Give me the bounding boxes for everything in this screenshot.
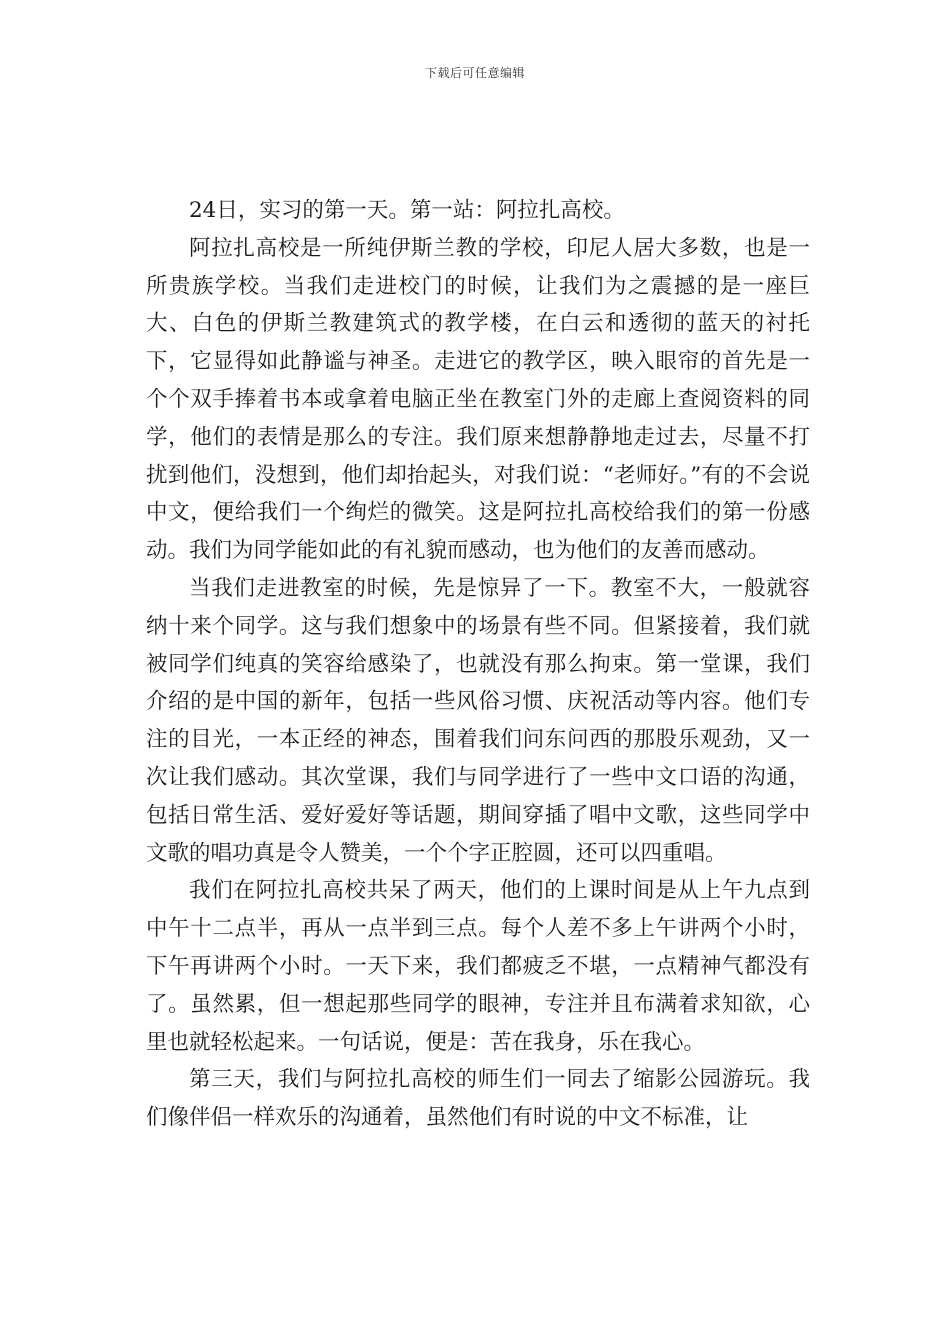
paragraph-park-visit: 第三天，我们与阿拉扎高校的师生们一同去了缩影公园游玩。我们像伴侣一样欢乐的沟通着，虽然他们有时说的中文不标准，让 bbox=[146, 1067, 810, 1131]
page-header: 下载后可任意编辑 bbox=[424, 66, 525, 80]
document-body bbox=[146, 192, 810, 1137]
paragraph-classroom: 当我们走进教室的时候，先是惊异了一下。教室不大，一般就容纳十来个同学。这与我们想象中的场景有些不同。但紧接着，我们就被同学们纯真的笑容给感染了，也就没有那么拘束。第一堂课，我们介绍的是中国的新年，包括一些风俗习惯、庆祝活动等内容。他们专注的目光，一本正经的神态，围着我们问东问西的那股乐观劲，又一次让我们感动。其次堂课，我们与同学进行了一些中文口语的沟通，包括日常生活、爱好爱好等话题，期间穿插了唱中文歌，这些同学中文歌的唱功真是令人赞美，一个个字正腔圆，还可以四重唱。 bbox=[146, 575, 810, 866]
paragraph-schedule: 我们在阿拉扎高校共呆了两天，他们的上课时间是从上午九点到中午十二点半，再从一点半到三点。每个人差不多上午讲两个小时，下午再讲两个小时。一天下来，我们都疲乏不堪，一点精神气都没有了。虽然累，但一想起那些同学的眼神，专注并且布满着求知欲，心里也就轻松起来。一句话说，便是：苦在我身，乐在我心。 bbox=[146, 878, 810, 1055]
paragraph-school-description: 阿拉扎高校是一所纯伊斯兰教的学校，印尼人居大多数，也是一所贵族学校。当我们走进校门的时候，让我们为之震撼的是一座巨大、白色的伊斯兰教建筑式的教学楼，在白云和透彻的蓝天的衬托下，它显得如此静谧与神圣。走进它的教学区，映入眼帘的首先是一个个双手捧着书本或拿着电脑正坐在教室门外的走廊上查阅资料的同学，他们的表情是那么的专注。我们原来想静静地走过去，尽量不打扰到他们，没想到，他们却抬起头，对我们说：“老师好。”有的不会说中文，便给我们一个绚烂的微笑。这是阿拉扎高校给我们的第一份感动。我们为同学能如此的有礼貌而感动，也为他们的友善而感动。 bbox=[146, 235, 810, 564]
paragraph-intro: 24日，实习的第一天。第一站：阿拉扎高校。 bbox=[189, 198, 625, 223]
